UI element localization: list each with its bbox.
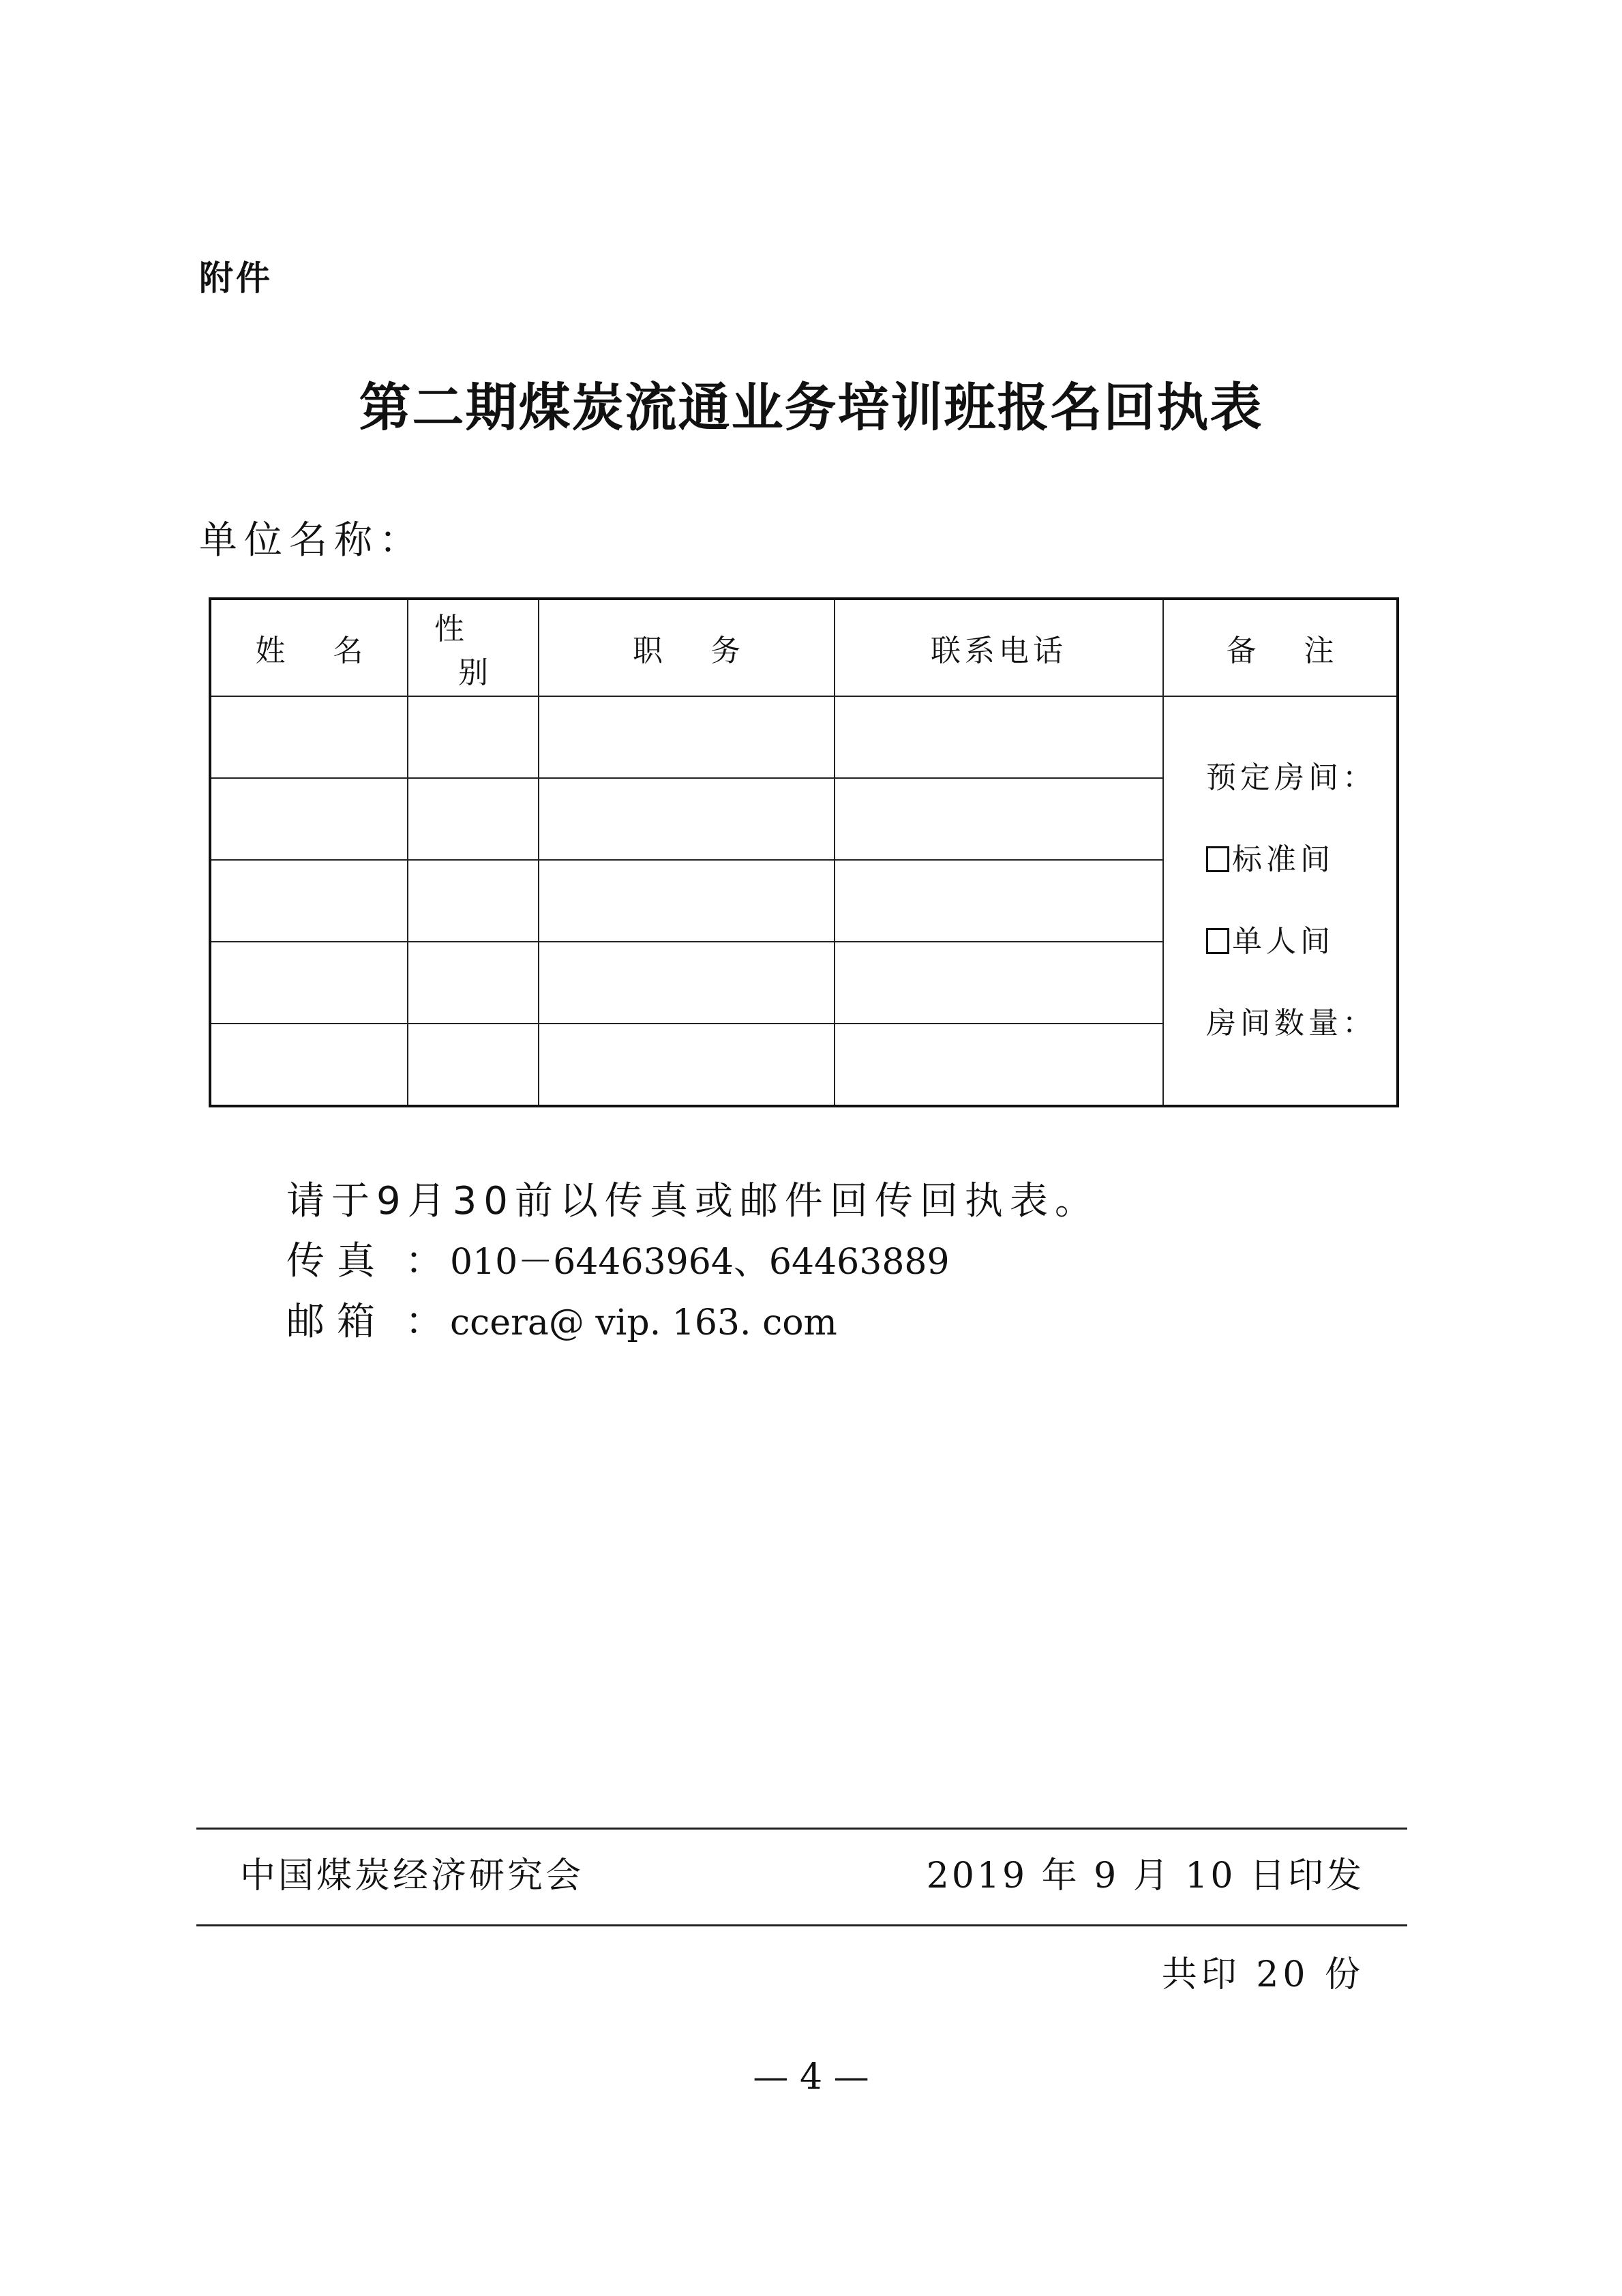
email-value[interactable]: ccera@ vip. 163. com [450,1302,837,1343]
option-single-room[interactable]: 单人间 [1206,901,1396,983]
cell-position[interactable] [539,860,835,942]
cell-name[interactable] [210,942,408,1024]
fax-value: 010－64463964、64463889 [450,1242,950,1283]
submission-instruction: 请于9月30前以传真或邮件回传回执表。 [286,1179,1100,1223]
checkbox-icon[interactable] [1206,928,1229,954]
footer-divider-bottom [196,1924,1407,1926]
cell-name[interactable] [210,778,408,860]
cell-position[interactable] [539,942,835,1024]
footer-date: 2019 年 9 月 10 日印发 [926,1855,1364,1896]
cell-phone[interactable] [835,778,1163,860]
header-position: 职务 [539,599,835,696]
cell-name[interactable] [210,860,408,942]
booking-label: 预定房间： [1206,760,1377,795]
cell-position[interactable] [539,696,835,778]
fax-line: 传 真 ： 010－64463964、64463889 [286,1232,1100,1292]
email-label: 邮 箱 [286,1300,375,1344]
email-line: 邮 箱 ： ccera@ vip. 163. com [286,1292,1100,1353]
footer-divider-top [196,1828,1407,1830]
fax-label: 传 真 [286,1239,375,1283]
header-name: 姓名 [210,599,408,696]
cell-name[interactable] [210,696,408,778]
option-standard-room[interactable]: 标准间 [1206,819,1396,901]
page-number: — 4 — [753,2057,869,2098]
header-gender: 性别 [408,599,539,696]
footer-copies: 共印 20 份 [1161,1954,1364,1995]
cell-phone[interactable] [835,942,1163,1024]
checkbox-icon[interactable] [1206,846,1229,872]
cell-gender[interactable] [408,860,539,942]
cell-position[interactable] [539,778,835,860]
cell-phone[interactable] [835,1024,1163,1106]
attachment-label: 附件 [199,258,273,298]
cell-phone[interactable] [835,696,1163,778]
cell-gender[interactable] [408,778,539,860]
table-header-row [210,599,1398,696]
cell-position[interactable] [539,1024,835,1106]
cell-name[interactable] [210,1024,408,1106]
header-remarks: 备注 [1163,599,1398,696]
cell-gender[interactable] [408,1024,539,1106]
cell-gender[interactable] [408,942,539,1024]
room-count-label: 房间数量： [1206,1006,1377,1041]
table-row [210,696,1398,778]
cell-gender[interactable] [408,696,539,778]
cell-phone[interactable] [835,860,1163,942]
remarks-cell [1163,696,1398,1106]
footer-organization: 中国煤炭经济研究会 [240,1855,584,1896]
unit-name-label: 单位名称： [199,518,424,563]
submission-notes [286,1172,1100,1353]
header-phone: 联系电话 [835,599,1163,696]
document-title: 第二期煤炭流通业务培训班报名回执表 [359,377,1263,438]
registration-table [209,597,1399,1107]
